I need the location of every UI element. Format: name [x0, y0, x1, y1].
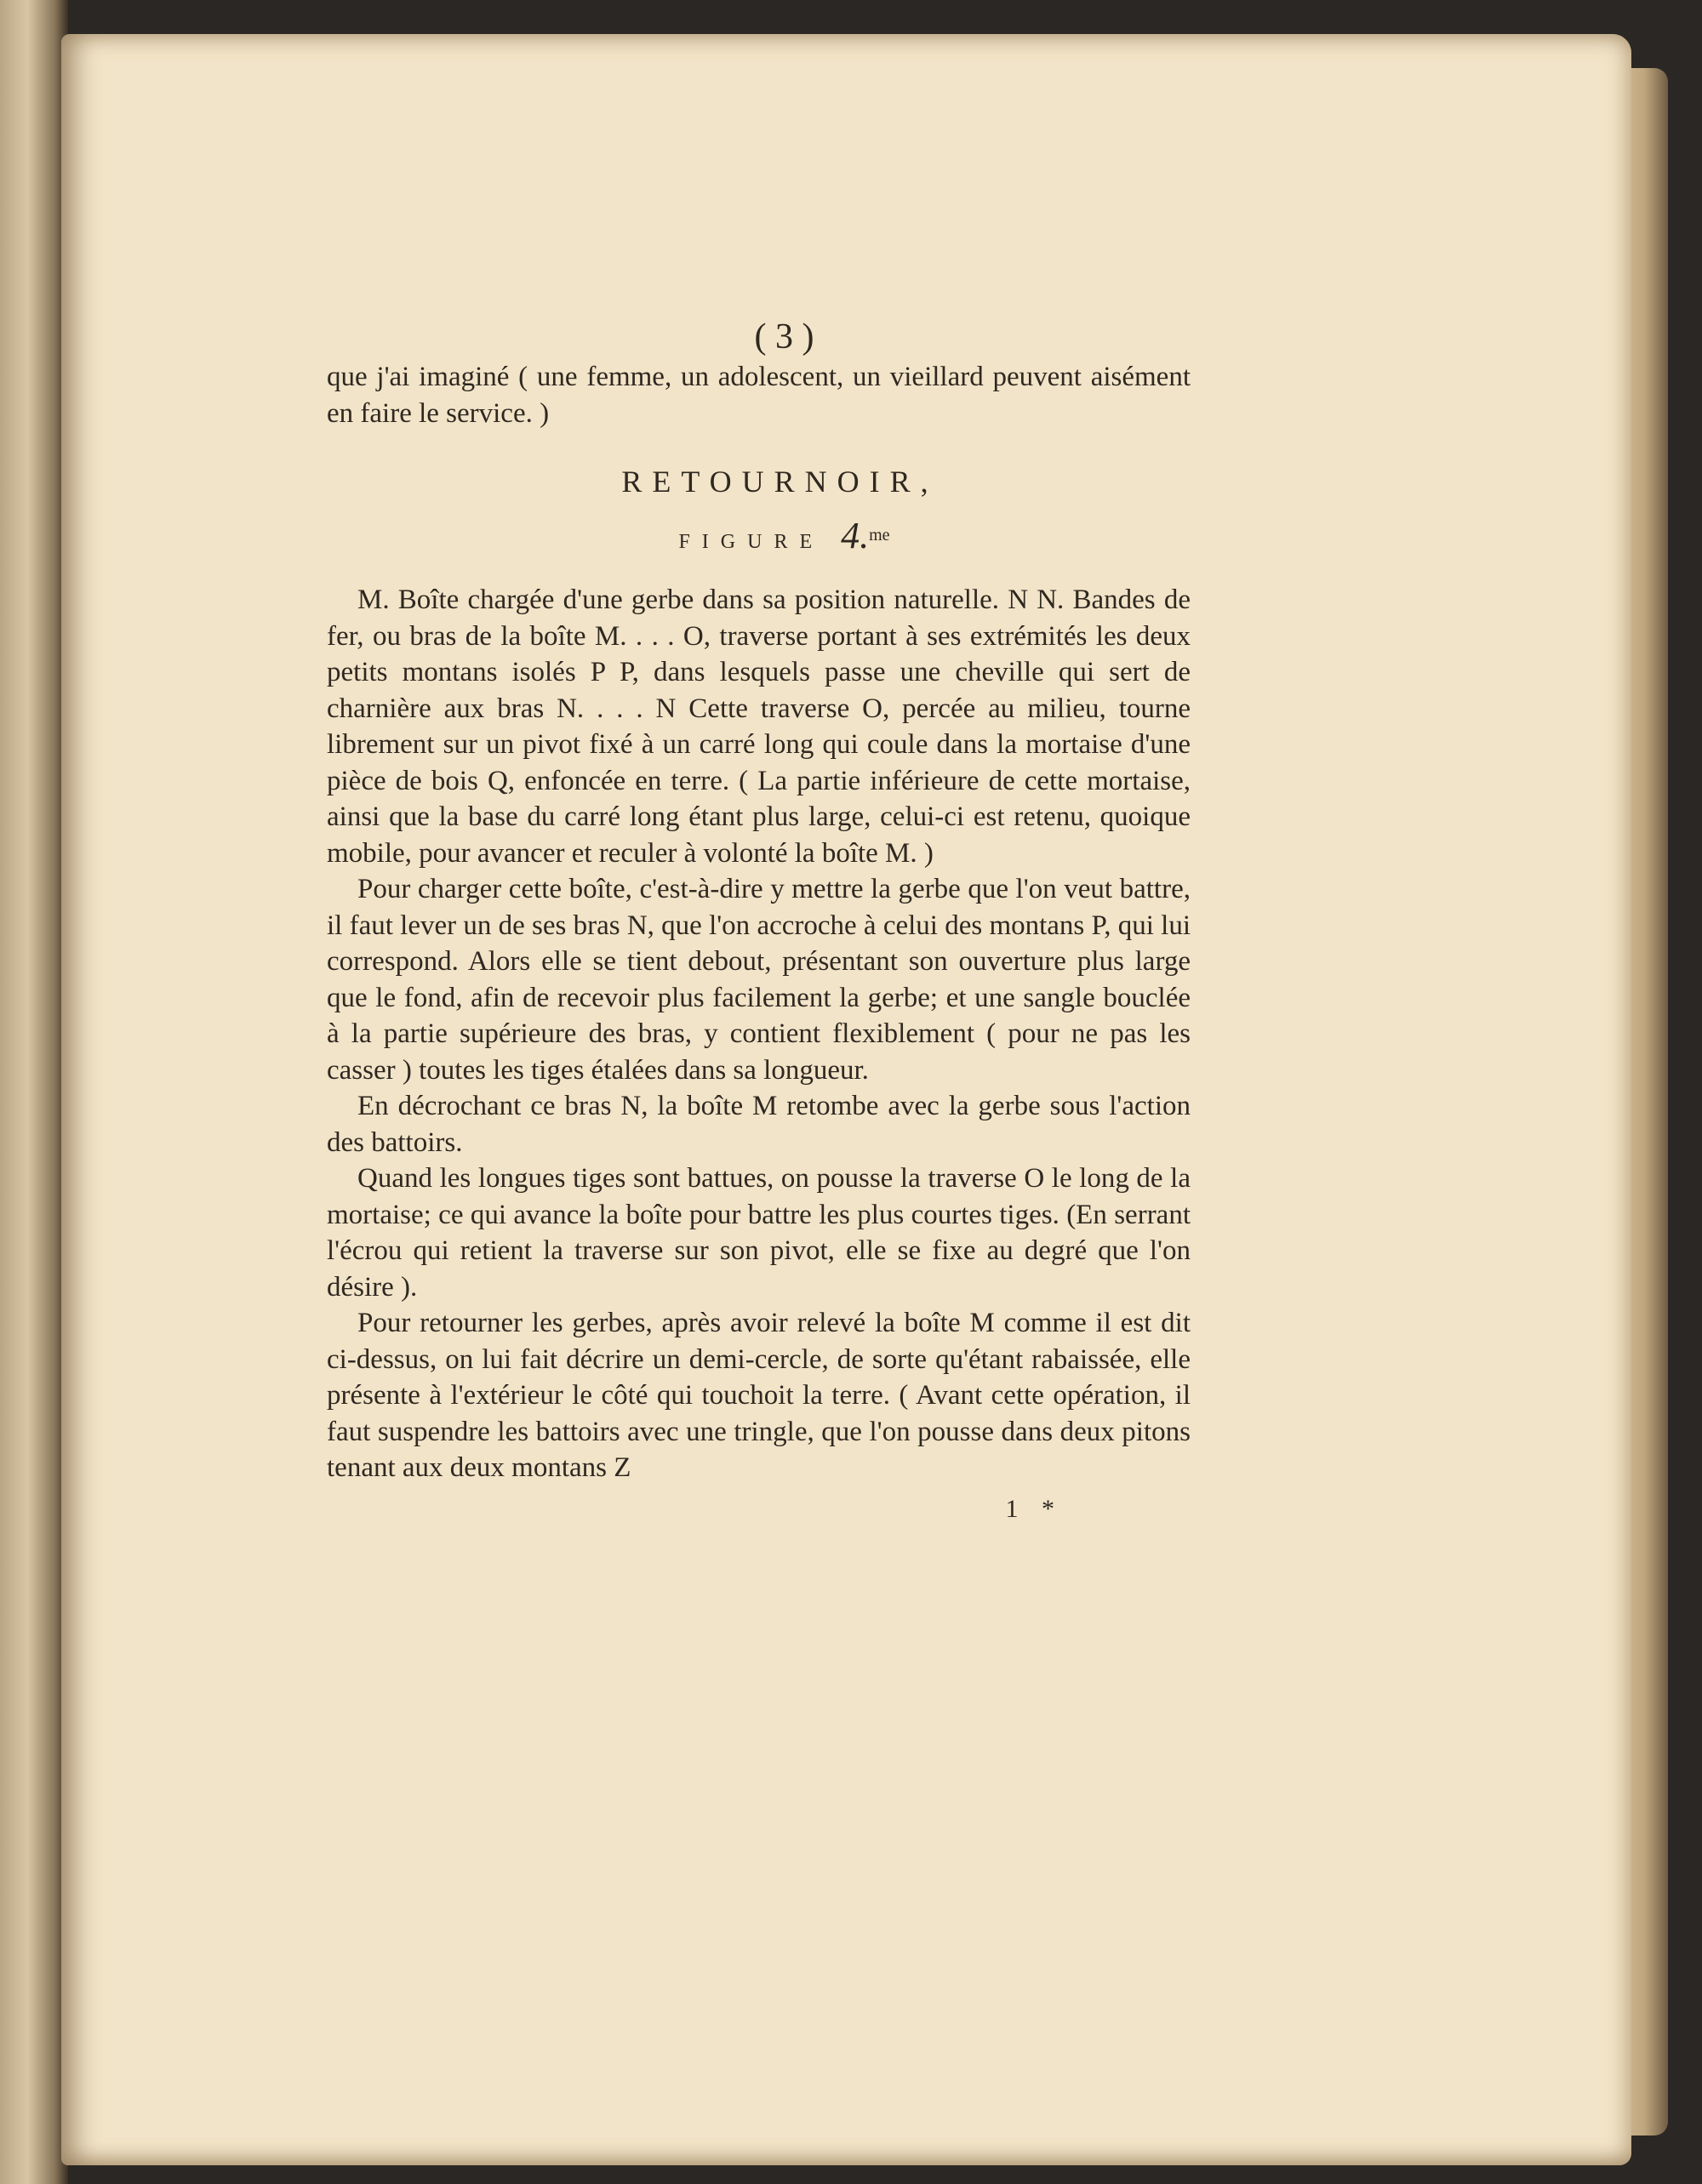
page-text	[327, 316, 1191, 1527]
figure-caption	[327, 514, 1191, 561]
figure-label: FIGURE	[678, 530, 825, 553]
facing-page-edge	[0, 0, 68, 2184]
figure-number: 4.	[841, 514, 870, 556]
paragraph-5: Pour retourner les gerbes, après avoir relevé la boîte M comme il est dit ci-dessus, on lui fait décrire un demi-cercle, de sorte qu'étant rabaissée, elle présente à l'extérieur le côté qui touchoit la terre. ( Avant cette opération, il faut suspendre les battoirs avec une tringle, que l'on pousse dans deux pitons tenant aux deux montans Z	[327, 1308, 1191, 1483]
signature-mark: 1 *	[1005, 1494, 1063, 1523]
paragraph-4: Quand les longues tiges sont battues, on pousse la traverse O le long de la mortaise; ce qui avance la boîte pour battre les plus courtes tiges. (En serrant l'écrou qui retient la traverse sur son pivot, elle se fixe au degré que l'on désire ).	[327, 1163, 1191, 1303]
paragraph-3: En décrochant ce bras N, la boîte M retombe avec la gerbe sous l'action des battoirs.	[327, 1091, 1191, 1158]
paragraph-2: Pour charger cette boîte, c'est-à-dire y mettre la gerbe que l'on veut battre, il faut lever un de ses bras N, que l'on accroche à celui des montans P, qui lui correspond. Alors elle se tient debout, présentant son ouverture plus large que le fond, afin de recevoir plus facilement la gerbe; et une sangle bouclée à la partie supérieure des bras, y contient flexiblement ( pour ne pas les casser ) toutes les tiges étalées dans sa longueur.	[327, 874, 1191, 1086]
figure-number-suffix: me	[869, 525, 890, 545]
paragraph-1: M. Boîte chargée d'une gerbe dans sa position naturelle. N N. Bandes de fer, ou bras de la boîte M. . . . O, traverse portant à ses extrémités les deux petits montans isolés P P, dans lesquels passe une cheville qui sert de charnière aux bras N. . . . N Cette traverse O, percée au milieu, tourne librement sur un pivot fixé à un carré long qui coule dans la mortaise d'une pièce de bois Q, enfoncée en terre. ( La partie inférieure de cette mortaise, ainsi que la base du carré long étant plus large, celui-ci est retenu, quoique mobile, pour avancer et reculer à volonté la boîte M. )	[327, 584, 1191, 869]
opening-paragraph: que j'ai imaginé ( une femme, un adolescent, un vieillard peuvent aisément en faire le service. )	[327, 362, 1191, 429]
page-number: ( 3 )	[754, 317, 814, 356]
section-heading: RETOURNOIR,	[621, 465, 939, 499]
